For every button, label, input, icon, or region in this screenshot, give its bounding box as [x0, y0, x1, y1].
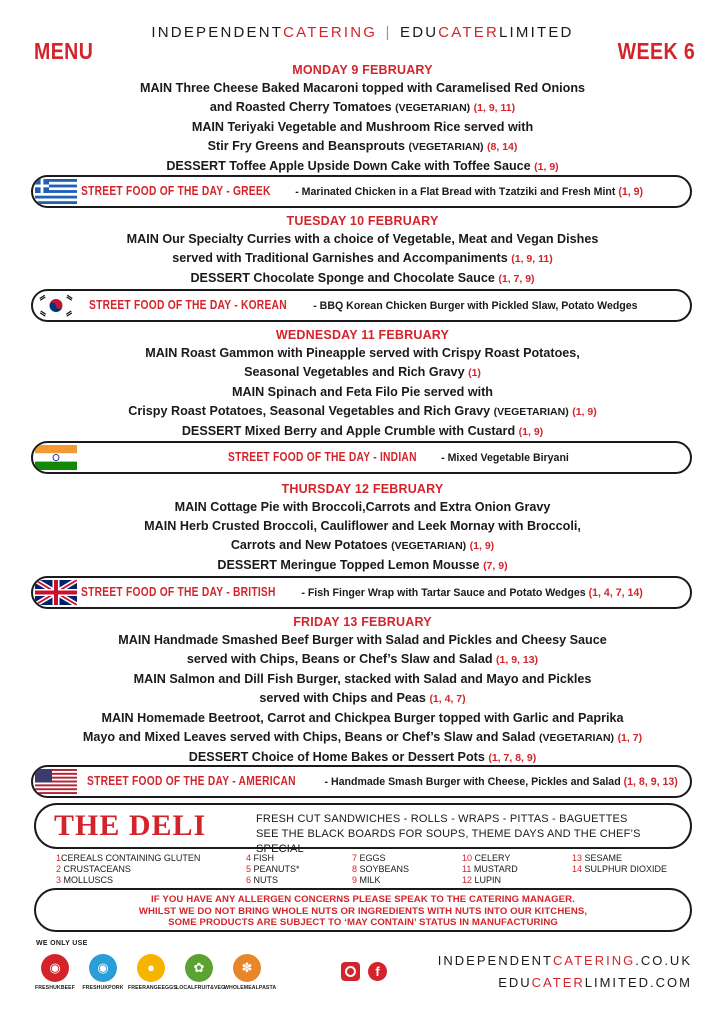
deli-title: THE DELI — [54, 809, 207, 842]
korea-flag-icon — [35, 293, 77, 318]
menu-line: served with Traditional Garnishes and Accompaniments (1, 9, 11) — [172, 251, 553, 265]
day-title: WEDNESDAY 11 FEBRUARY — [275, 328, 450, 342]
menu-line: MAIN Our Specialty Curries with a choice of Vegetable, Meat and Vegan Dishes — [126, 232, 599, 246]
allergen-codes: (1, 8, 9, 13) — [623, 776, 678, 788]
street-food-dish: - Fish Finger Wrap with Tartar Sauce and Potato Wedges — [298, 587, 586, 599]
menu-line: MAIN Spinach and Feta Filo Pie served with — [231, 385, 494, 399]
street-food-dish: - BBQ Korean Chicken Burger with Pickled Slaw, Potato Wedges — [310, 300, 638, 312]
egg-icon: ● FREERANGEEGGS — [128, 954, 174, 991]
greece-flag-icon — [35, 179, 77, 204]
street-food-label: STREET FOOD OF THE DAY - KOREAN — [89, 298, 287, 312]
allergen-column: 13 SESAME 14 SULPHUR DIOXIDE — [572, 853, 668, 874]
brand-logo — [0, 24, 725, 41]
url-educater-limited[interactable]: EDUCATERLIMITED.COM — [498, 975, 692, 990]
menu-line: Seasonal Vegetables and Rich Gravy (1) — [244, 365, 481, 379]
menu-line: MAIN Cottage Pie with Broccoli,Carrots and Extra Onion Gravy — [174, 500, 551, 514]
menu-line: Crispy Roast Potatoes, Seasonal Vegetables and Rich Gravy (VEGETARIAN) (1, 9) — [128, 404, 597, 418]
street-food-korean — [31, 289, 692, 322]
deli-line-2: SEE THE BLACK BOARDS FOR SOUPS, THEME DAYS AND THE CHEF’S SPECIAL — [256, 828, 641, 855]
street-food-dish: - Handmade Smash Burger with Cheese, Pickles and Salad — [321, 776, 621, 788]
usa-flag-icon — [35, 769, 77, 794]
menu-line: MAIN Homemade Beetroot, Carrot and Chickpea Burger topped with Garlic and Paprika — [101, 711, 624, 725]
beef-icon: ◉ FRESHUKBEEF — [32, 954, 78, 991]
day-title: THURSDAY 12 FEBRUARY — [281, 482, 444, 496]
day-title: MONDAY 9 FEBRUARY — [292, 63, 433, 77]
menu-line: DESSERT Meringue Topped Lemon Mousse (7, 9) — [217, 558, 508, 572]
week-heading: WEEK 6 — [617, 38, 695, 64]
menu-line: MAIN Roast Gammon with Pineapple served with Crispy Roast Potatoes, — [145, 346, 580, 360]
menu-line: Stir Fry Greens and Beansprouts (VEGETARIAN) (8, 14) — [207, 139, 518, 153]
menu-heading: MENU — [34, 38, 94, 64]
menu-line: MAIN Handmade Smashed Beef Burger with Salad and Pickles and Cheesy Sauce — [118, 633, 607, 647]
allergen-column: 1CEREALS CONTAINING GLUTEN 2 CRUSTACEANS 3 MOLLUSCS — [56, 853, 201, 885]
day-thursday — [0, 481, 725, 576]
day-wednesday — [0, 327, 725, 442]
we-only-use-label: WE ONLY USE — [36, 940, 88, 947]
pork-icon: ◉ FRESHUKPORK — [80, 954, 126, 991]
allergen-column: 4 FISH 5 PEANUTS* 6 NUTS — [246, 853, 300, 885]
menu-line: Carrots and New Potatoes (VEGETARIAN) (1, 9) — [230, 538, 495, 552]
menu-line: Mayo and Mixed Leaves served with Chips, Beans or Chef’s Slaw and Salad (VEGETARIAN) (1, 7) — [82, 730, 643, 744]
street-food-label: STREET FOOD OF THE DAY - INDIAN — [228, 450, 417, 464]
menu-line: MAIN Three Cheese Baked Macaroni topped with Caramelised Red Onions — [139, 81, 586, 95]
street-food-indian — [31, 441, 692, 474]
day-title: TUESDAY 10 FEBRUARY — [286, 214, 439, 228]
deli-line-1: FRESH CUT SANDWICHES - ROLLS - WRAPS - PITTAS - BAGUETTES — [256, 813, 628, 825]
street-food-label: STREET FOOD OF THE DAY - AMERICAN — [87, 774, 296, 788]
allergen-column: 7 EGGS 8 SOYBEANS 9 MILK — [352, 853, 410, 885]
allergen-codes: (1, 9) — [618, 186, 644, 198]
brand-independent: INDEPENDENT — [151, 24, 284, 41]
menu-line: DESSERT Choice of Home Bakes or Dessert Pots (1, 7, 8, 9) — [188, 750, 537, 764]
menu-line: MAIN Salmon and Dill Fish Burger, stacked with Salad and Mayo and Pickles — [133, 672, 592, 686]
menu-line: MAIN Teriyaki Vegetable and Mushroom Rice served with — [191, 120, 534, 134]
menu-line: MAIN Herb Crusted Broccoli, Cauliflower and Leek Mornay with Broccoli, — [144, 519, 581, 533]
sourcing-logos — [32, 954, 277, 1004]
street-food-label: STREET FOOD OF THE DAY - BRITISH — [81, 585, 276, 599]
brand-catering: CATERING — [283, 24, 378, 41]
fruit-veg-icon: ✿ LOCALFRUIT&VEG — [176, 954, 222, 991]
uk-flag-icon — [35, 580, 77, 605]
footer-urls — [438, 950, 692, 994]
day-tuesday — [0, 213, 725, 289]
day-title: FRIDAY 13 FEBRUARY — [293, 615, 432, 629]
menu-line: served with Chips and Peas (1, 4, 7) — [259, 691, 466, 705]
menu-line: DESSERT Chocolate Sponge and Chocolate Sauce (1, 7, 9) — [190, 271, 535, 285]
wheat-icon: ✽ WHOLEMEALPASTA — [224, 954, 270, 991]
menu-line: served with Chips, Beans or Chef’s Slaw and Salad (1, 9, 13) — [186, 652, 539, 666]
menu-line: and Roasted Cherry Tomatoes (VEGETARIAN) (1, 9, 11) — [209, 100, 516, 114]
india-flag-icon — [35, 445, 77, 470]
allergen-column: 10 CELERY 11 MUSTARD 12 LUPIN — [462, 853, 518, 885]
notice-line-3: SOME PRODUCTS ARE SUBJECT TO ‘MAY CONTAIN’ STATUS IN MANUFACTURING — [168, 917, 558, 928]
brand-separator: | — [385, 24, 392, 41]
menu-line: DESSERT Toffee Apple Upside Down Cake with Toffee Sauce (1, 9) — [166, 159, 559, 173]
instagram-icon[interactable] — [341, 962, 360, 981]
street-food-dish: - Mixed Vegetable Biryani — [438, 452, 569, 464]
street-food-dish: - Marinated Chicken in a Flat Bread with Tzatziki and Fresh Mint — [292, 186, 616, 198]
brand-cater: CATER — [438, 24, 499, 41]
day-monday — [0, 62, 725, 177]
day-friday — [0, 614, 725, 768]
street-food-british — [31, 576, 692, 609]
brand-edu: EDU — [399, 24, 439, 41]
url-independent-catering[interactable]: INDEPENDENTCATERING.CO.UK — [437, 953, 692, 968]
street-food-label: STREET FOOD OF THE DAY - GREEK — [81, 184, 271, 198]
notice-line-1: IF YOU HAVE ANY ALLERGEN CONCERNS PLEASE SPEAK TO THE CATERING MANAGER. — [151, 894, 575, 905]
brand-limited: LIMITED — [499, 24, 574, 41]
menu-line: DESSERT Mixed Berry and Apple Crumble with Custard (1, 9) — [181, 424, 544, 438]
allergen-notice — [34, 888, 692, 932]
street-food-greek — [31, 175, 692, 208]
deli-box — [34, 803, 692, 855]
street-food-american — [31, 765, 692, 798]
allergen-codes: (1, 4, 7, 14) — [588, 587, 643, 599]
notice-line-2: WHILST WE DO NOT BRING WHOLE NUTS OR INGREDIENTS WITH NUTS INTO OUR KITCHENS, — [138, 905, 588, 917]
facebook-icon[interactable]: f — [368, 962, 387, 981]
